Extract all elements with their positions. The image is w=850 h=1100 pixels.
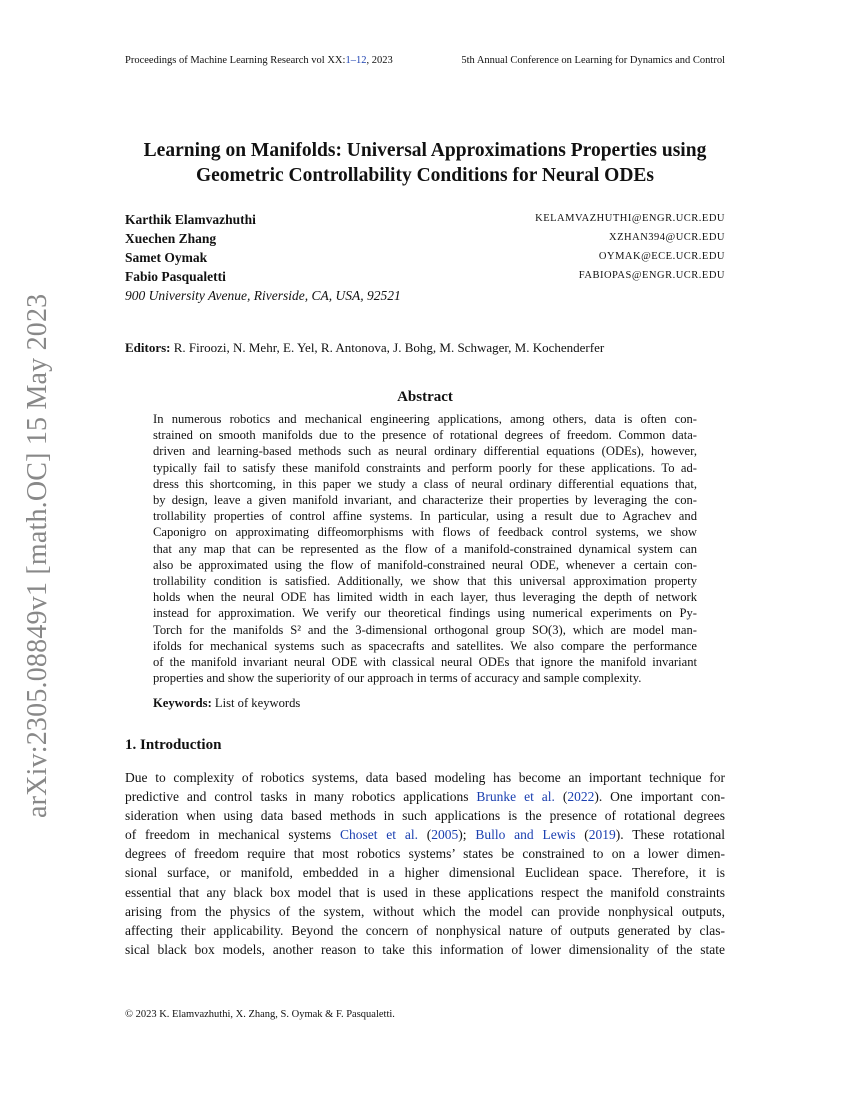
keywords-label: Keywords: xyxy=(153,696,212,710)
title-line-1: Learning on Manifolds: Universal Approximations Properties using xyxy=(143,140,707,161)
citation-link[interactable]: Brunke et al. xyxy=(476,789,555,805)
section-heading-introduction: 1. Introduction xyxy=(125,737,222,753)
keywords-line xyxy=(153,696,300,711)
page-range-link[interactable]: 1–12 xyxy=(345,55,367,66)
abstract-line: dress this shortcoming, in this paper we study a class of neural ordinary differential equations that, xyxy=(153,476,697,491)
abstract-line: instead for approximation. We verify our theoretical findings using numerical experiments on Py- xyxy=(153,606,697,621)
intro-line: Due to complexity of robotics systems, data based modeling has become an important technique for xyxy=(125,770,725,785)
abstract-line: strained on smooth manifolds due to the presence of rotational degrees of freedom. Common data- xyxy=(153,428,697,443)
abstract-body xyxy=(153,411,697,686)
abstract-line: properties and show the superiority of our approach in terms of accuracy and sample complexity. xyxy=(153,671,642,686)
author-email: XZHAN394@UCR.EDU xyxy=(609,232,725,243)
abstract-line: holds when the neural ODE has limited width in each layer, thus leveraging the depth of network xyxy=(153,590,697,605)
abstract-line: ifolds for mechanical systems such as spacecrafts and satellites. We also compare the performance xyxy=(153,638,697,653)
title-line-2: Geometric Controllability Conditions for Neural ODEs xyxy=(195,165,655,186)
author-row xyxy=(125,250,725,269)
author-row xyxy=(125,212,725,231)
abstract-line: Torch for the manifolds S² and the 3-dimensional orthogonal group SO(3), which are model man- xyxy=(153,622,697,637)
keywords-value: List of keywords xyxy=(214,696,301,710)
intro-line: sical black box models, another reason to take this information of lower dimensionality of the state xyxy=(125,941,725,957)
citation-year-link[interactable]: 2019 xyxy=(588,827,616,843)
paper-title xyxy=(75,138,775,188)
intro-line: affecting their applicability. Beyond the concern of nonphysical nature of outputs generated by clas- xyxy=(125,922,725,938)
intro-line: predictive and control tasks in many robotics applications Brunke et al. (2022). One important con- xyxy=(125,789,725,805)
intro-line: degrees of freedom require that most robotics systems’ states be constrained to on a lower dimen- xyxy=(125,846,725,862)
editors-names: R. Firoozi, N. Mehr, E. Yel, R. Antonova, J. Bohg, M. Schwager, M. Kochenderfer xyxy=(173,340,605,355)
proceedings-prefix: Proceedings of Machine Learning Research vol XX: xyxy=(125,55,346,66)
running-header xyxy=(125,55,725,69)
abstract-line: of the manifold invariant neural ODE with classical neural ODEs that ignore the manifold invariant xyxy=(153,655,697,670)
intro-line: essential that any black box model that is used in these applications respect the manifold constraints xyxy=(125,884,725,900)
author-row xyxy=(125,231,725,250)
abstract-line: that any map that can be represented as the flow of a manifold-constrained dynamical system can xyxy=(153,541,697,556)
proceedings-year: , 2023 xyxy=(366,55,393,66)
author-row xyxy=(125,269,725,288)
intro-line: of freedom in mechanical systems Choset et al. (2005); Bullo and Lewis (2019). These rotational xyxy=(125,827,725,843)
author-name: Karthik Elamvazhuthi xyxy=(125,212,256,227)
citation-link[interactable]: Choset et al. xyxy=(339,827,418,843)
author-block xyxy=(125,212,725,307)
arxiv-side-stamp: arXiv:2305.08849v1 [math.OC] 15 May 2023 xyxy=(22,293,53,818)
citation-year-link[interactable]: 2022 xyxy=(567,789,595,805)
abstract-heading: Abstract xyxy=(397,389,453,405)
author-affiliation: 900 University Avenue, Riverside, CA, USA, 92521 xyxy=(125,288,401,303)
intro-line: arising from the physics of the system, without which the model can provide nonphysical outputs, xyxy=(125,903,725,919)
proceedings-line xyxy=(125,55,393,66)
abstract-line: driven and learning-based methods such as neural ordinary differential equations (ODEs), however, xyxy=(153,444,697,459)
author-name: Samet Oymak xyxy=(125,250,208,265)
abstract-line: Caponigro on approximating diffeomorphisms with flows of feedback control systems, we show xyxy=(153,525,697,540)
intro-line: sideration when using data based methods in such applications is the presence of rotational degrees xyxy=(125,808,725,824)
citation-link[interactable]: Bullo and Lewis xyxy=(475,827,576,843)
author-email: FABIOPAS@ENGR.UCR.EDU xyxy=(578,270,725,281)
citation-year-link[interactable]: 2005 xyxy=(431,827,459,843)
intro-text: . One important con- xyxy=(598,789,725,805)
intro-text: . These rotational xyxy=(620,827,725,843)
introduction-paragraph xyxy=(125,768,725,959)
abstract-line: trollability condition is satisfied. Additionally, we show that this universal approximation property xyxy=(153,574,697,589)
editors-line xyxy=(125,340,725,356)
conference-name: 5th Annual Conference on Learning for Dynamics and Control xyxy=(461,55,725,66)
author-name: Xuechen Zhang xyxy=(125,231,217,246)
abstract-line: In numerous robotics and mechanical engineering applications, among others, data is often con- xyxy=(153,412,697,426)
author-email: KELAMVAZHUTHI@ENGR.UCR.EDU xyxy=(535,213,725,224)
author-name: Fabio Pasqualetti xyxy=(125,269,226,284)
intro-text: of freedom in mechanical systems xyxy=(125,827,340,843)
copyright-footer: © 2023 K. Elamvazhuthi, X. Zhang, S. Oymak & F. Pasqualetti. xyxy=(125,1009,395,1020)
editors-label: Editors: xyxy=(125,340,171,355)
abstract-line: typically fail to satisfy these manifold constraints and perform poorly for these applications. To ad- xyxy=(153,460,697,475)
intro-text: predictive and control tasks in many robotics applications xyxy=(125,789,477,805)
abstract-line: by design, leave a given manifold invariant, and characterize their properties by leveraging the con- xyxy=(153,493,697,508)
author-email: OYMAK@ECE.UCR.EDU xyxy=(598,251,725,262)
intro-line: sional surface, or manifold, embedded in a higher dimensional Euclidean space. Therefore, it is xyxy=(125,865,725,881)
abstract-line: trollability properties of control affine systems. In particular, using a result due to Agrachev and xyxy=(153,509,697,524)
abstract-line: also be approximated using the flow of manifold-constrained neural ODE, whenever a certain con- xyxy=(153,557,697,572)
